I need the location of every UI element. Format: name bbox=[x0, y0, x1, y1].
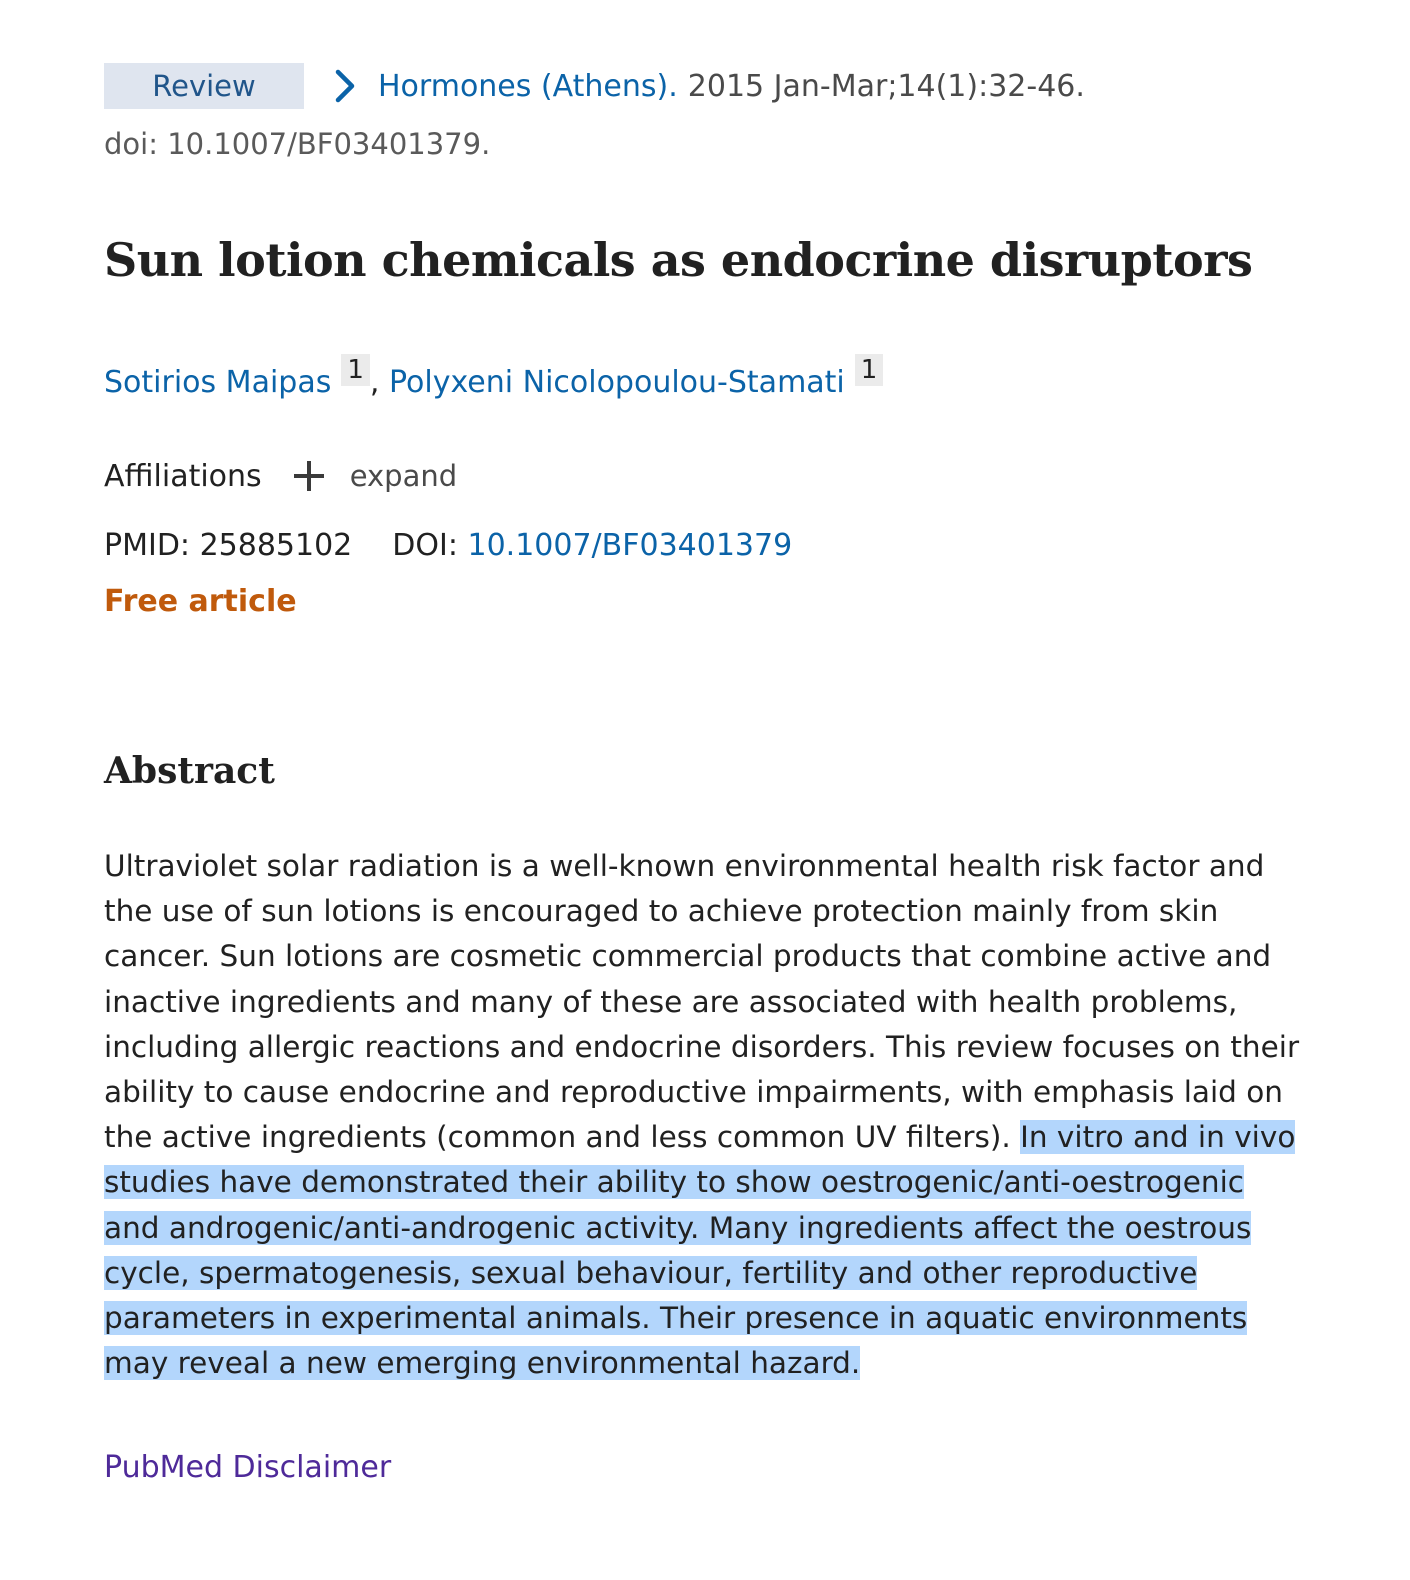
pmid-value: 25885102 bbox=[199, 528, 353, 563]
affiliations-label: Affiliations bbox=[104, 458, 262, 494]
abstract-text-plain: Ultraviolet solar radiation is a well-known environmental health risk factor and the use of sun lotions is encouraged to achieve protection mainly from skin cancer. Sun lotions are cosmetic commercial products that combine active and inactive ingredients and many of these are associated with health problems, including allergic reactions and endocrine disorders. This review focuses on their ability to cause endocrine and reproductive impairments, with emphasis laid on the active ingredients (common and less common UV filters). bbox=[104, 849, 1300, 1155]
review-badge: Review bbox=[104, 63, 304, 109]
author-link[interactable]: Sotirios Maipas bbox=[104, 365, 332, 400]
identifiers-row bbox=[104, 524, 1304, 568]
plus-icon bbox=[292, 459, 326, 493]
author-link[interactable]: Polyxeni Nicolopoulou-Stamati bbox=[388, 365, 845, 400]
citation-line bbox=[104, 62, 1304, 110]
journal-link[interactable]: Hormones (Athens). bbox=[378, 68, 678, 104]
expand-label: expand bbox=[349, 459, 458, 493]
affiliation-number[interactable]: 1 bbox=[341, 354, 370, 386]
pubmed-disclaimer-link[interactable]: PubMed Disclaimer bbox=[104, 1450, 392, 1486]
doi-label: DOI: bbox=[392, 528, 458, 563]
chevron-right-icon[interactable] bbox=[332, 68, 358, 104]
abstract-body[interactable] bbox=[104, 844, 1304, 1386]
article-page bbox=[104, 62, 1304, 1490]
author-list bbox=[104, 355, 1304, 406]
doi-link[interactable]: 10.1007/BF03401379 bbox=[467, 528, 793, 563]
affiliations-row bbox=[104, 454, 1304, 498]
affiliations-expand-button[interactable] bbox=[292, 459, 457, 493]
free-article-label: Free article bbox=[104, 584, 297, 619]
author-separator: , bbox=[369, 365, 380, 400]
article-title: Sun lotion chemicals as endocrine disruptors bbox=[104, 233, 1253, 287]
abstract-text-selected: In vitro and in vivo studies have demonstrated their ability to show oestrogenic/anti-oestrogenic and androgenic/anti-androgenic activity. Many ingredients affect the oestrous cycle, spermatogenesis, sexual behaviour, fertility and other reproductive parameters in experimental animals. Their presence in aquatic environments may reveal a new emerging environmental hazard. bbox=[104, 1120, 1296, 1381]
pmid-label: PMID: bbox=[104, 528, 191, 563]
citation-date-pages: 2015 Jan-Mar;14(1):32-46. bbox=[687, 68, 1085, 104]
citation-doi: doi: 10.1007/BF03401379. bbox=[104, 127, 491, 161]
affiliation-number[interactable]: 1 bbox=[855, 354, 884, 386]
abstract-heading: Abstract bbox=[104, 750, 275, 792]
